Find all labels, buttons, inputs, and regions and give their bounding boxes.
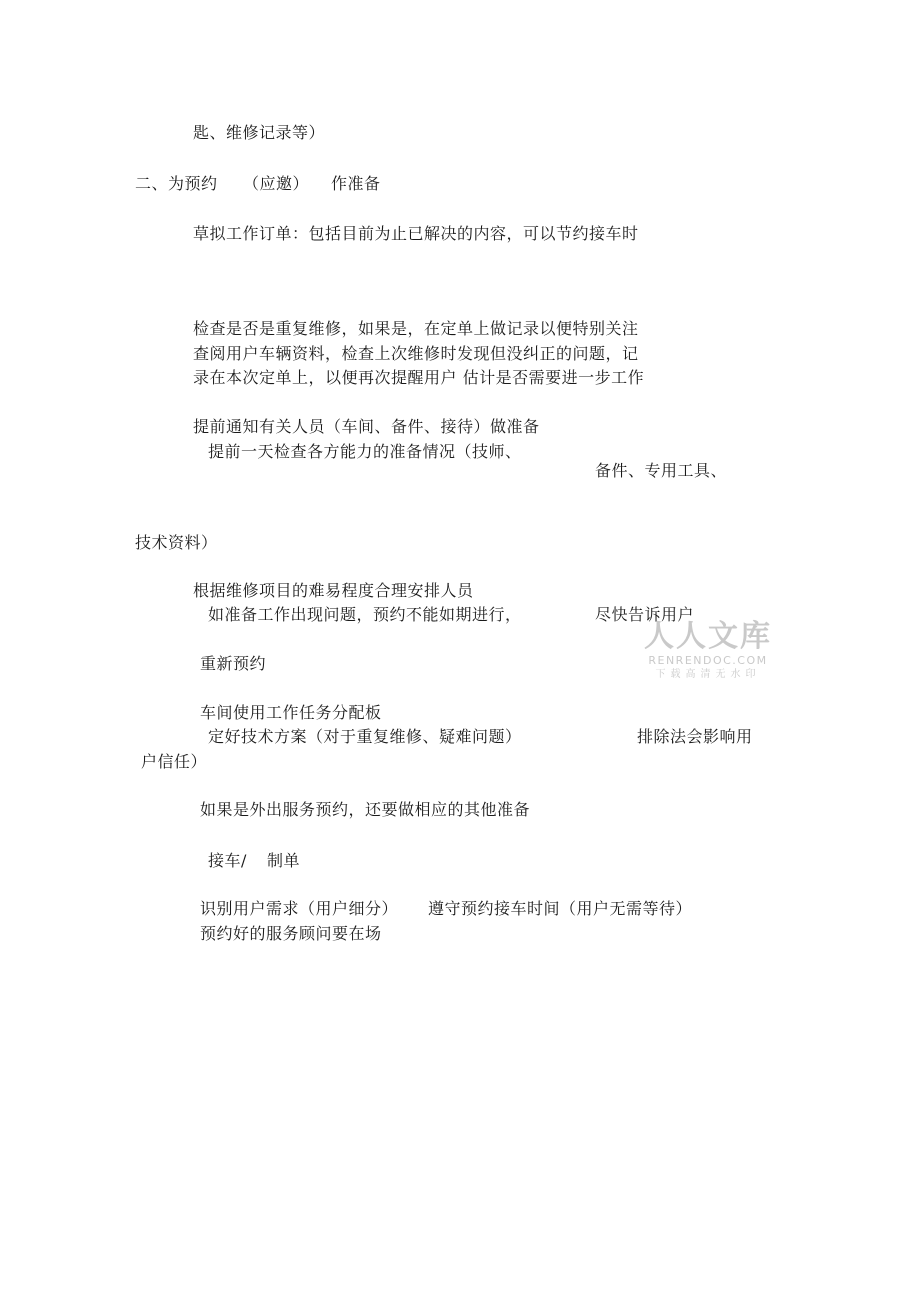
section-heading-part-3: 作准备 [331,174,381,193]
text-line-1: 匙、维修记录等） [193,123,326,142]
text-line-12-part-1: 如准备工作出现问题，预约不能如期进行， [208,605,522,624]
text-line-15-part-2: 排除法会影响用 [637,727,753,746]
text-line-4: 检查是否是重复维修，如果是，在定单上做记录以便特别关注 [193,319,639,338]
text-line-8: 提前一天检查各方能力的准备情况（技师、 [208,442,522,461]
section-heading-part-2: （应邀） [243,174,310,193]
text-line-14: 车间使用工作任务分配板 [200,703,382,722]
text-line-20: 预约好的服务顾问要在场 [200,924,382,943]
text-line-17: 如果是外出服务预约，还要做相应的其他准备 [200,800,531,819]
text-line-5: 查阅用户车辆资料，检查上次维修时发现但没纠正的问题，记 [193,344,639,363]
section-heading-part-1: 二、为预约 [135,174,218,193]
text-line-16: 户信任） [141,752,208,771]
text-line-15-part-1: 定好技术方案（对于重复维修、疑难问题） [208,727,522,746]
text-line-7: 提前通知有关人员（车间、备件、接待）做准备 [193,417,540,436]
watermark-domain: RENRENDOC.COM [648,654,768,667]
watermark-logo [642,620,774,682]
text-line-18-part-2: 制单 [267,851,301,870]
text-line-18-part-1: 接车/ [208,851,247,870]
text-line-9: 备件、专用工具、 [595,461,728,480]
text-line-19-part-1: 识别用户需求（用户细分） [200,899,399,918]
text-line-11: 根据维修项目的难易程度合理安排人员 [193,581,474,600]
text-line-12-part-2: 尽快告诉用户 [595,605,695,624]
text-line-19-part-2: 遵守预约接车时间（用户无需等待） [428,899,693,918]
text-line-3: 草拟工作订单：包括目前为止已解决的内容，可以节约接车时 [193,224,639,243]
text-line-6: 录在本次定单上，以便再次提醒用户 估计是否需要进一步工作 [193,368,645,387]
watermark-title: 人人文库 [644,619,772,654]
text-line-10: 技术资料） [135,533,218,552]
text-line-13: 重新预约 [200,654,267,673]
watermark-slogan: 下载高清无水印 [655,669,761,680]
